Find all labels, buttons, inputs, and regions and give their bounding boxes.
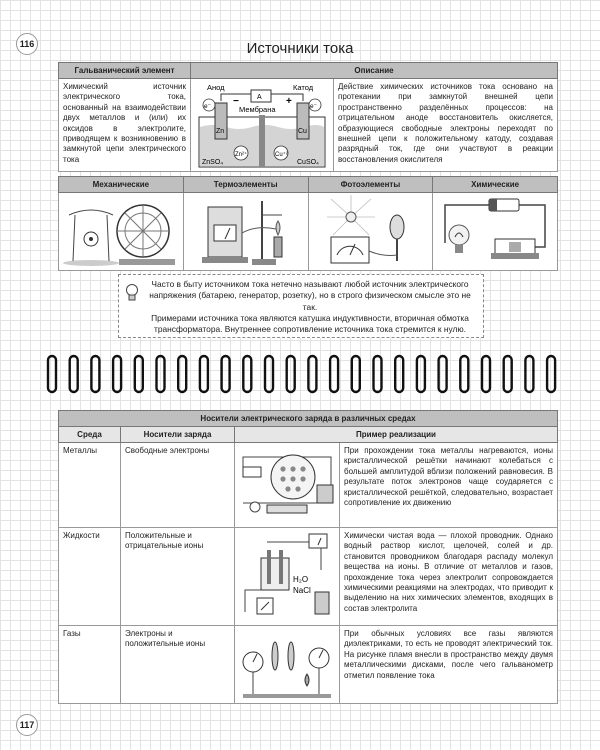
spiral-ring: [374, 356, 382, 392]
example-header: Пример реализации: [235, 427, 558, 443]
spiral-ring: [504, 356, 512, 392]
page-number-bottom: 117: [16, 714, 38, 736]
spiral-binding: [40, 352, 560, 398]
znso4-label: ZnSO₄: [202, 159, 224, 166]
galvanic-description: Действие химических источников тока основано на протекании при замкнутой внешней цепи пространственно разделённых процессов: на отрицательном аноде восстановитель окисляется, образующиеся свободные электроны переходят по внешней цепи к положительному катоду, создавая разрядный ток, где они участвуют в реакции восстановления окислителя: [334, 79, 558, 172]
galvanic-definition: Химический источник электрического тока, основанный на взаимодействии двух металлов и (или) их оксидов в электролите, приводящем к возникновению в замкнутой цепи электрического тока: [59, 79, 191, 172]
spiral-ring: [287, 356, 295, 392]
electron-right: e⁻: [310, 103, 318, 110]
plus-sign: +: [286, 96, 292, 107]
mechanical-header: Механические: [59, 177, 184, 193]
charge-carriers-table: [58, 410, 558, 704]
spiral-ring: [460, 356, 468, 392]
chemical-image: [433, 193, 558, 271]
gases-illustration: [235, 626, 340, 704]
note-box: [118, 274, 484, 338]
spiral-ring: [352, 356, 360, 392]
page-number-top: 116: [16, 33, 38, 55]
table-row: [59, 626, 558, 704]
spiral-ring: [157, 356, 165, 392]
description-header: Описание: [191, 63, 558, 79]
spiral-ring: [113, 356, 121, 392]
medium-gases: Газы: [59, 626, 121, 704]
spiral-ring: [330, 356, 338, 392]
galvanic-header: Гальванический элемент: [59, 63, 191, 79]
zn-ion-label: Zn²⁺: [235, 152, 248, 158]
spiral-ring: [439, 356, 447, 392]
h2o-label: H₂O: [293, 575, 309, 584]
nacl-label: NaCl: [293, 586, 311, 595]
spiral-ring: [525, 356, 533, 392]
chemical-header: Химические: [433, 177, 558, 193]
note-text-1: Часто в быту источником тока нетечно называют любой источник электрического напряжения (батарею, генератор, розетку), но в строго физическом смысле это не так.: [149, 279, 471, 312]
spiral-ring: [135, 356, 143, 392]
spiral-ring: [48, 356, 56, 392]
note-text-2: Примерами источника тока являются катушка индуктивности, вторичная обмотка трансформатора. Внутреннее сопротивление источника тока стремится к нулю.: [151, 313, 469, 335]
medium-liquids: Жидкости: [59, 528, 121, 626]
spiral-ring: [265, 356, 273, 392]
electron-left: e⁻: [204, 103, 212, 110]
spiral-ring: [482, 356, 490, 392]
spiral-ring: [395, 356, 403, 392]
gases-text: При обычных условиях все газы являются диэлектриками, то есть не проводят электрический ток. На рисунке пламя внесли в пространство между двумя металлическими дисками, после чего гальванометр отметил появление тока: [340, 626, 558, 704]
table-row: [59, 443, 558, 528]
spiral-ring: [547, 356, 555, 392]
carriers-liquids: Положительные и отрицательные ионы: [121, 528, 235, 626]
spiral-ring: [222, 356, 230, 392]
thermo-header: Термоэлементы: [183, 177, 308, 193]
mechanical-image: [59, 193, 184, 271]
photoelement-image: [308, 193, 433, 271]
spiral-ring: [91, 356, 99, 392]
cathode-label: Катод: [293, 83, 314, 92]
cu-electrode-label: Cu: [298, 128, 307, 135]
carriers-header: Носители заряда: [121, 427, 235, 443]
spiral-ring: [178, 356, 186, 392]
spiral-ring: [417, 356, 425, 392]
ammeter-label: A: [257, 94, 262, 101]
cuso4-label: CuSO₄: [297, 159, 319, 166]
spiral-ring: [308, 356, 316, 392]
liquids-text: Химически чистая вода — плохой проводник. Однако водный раствор кислот, щелочей, солей и др. становится проводником благодаря распаду молекул вещества на ионы. В отличие от металлов и газов, прохождение тока через электролит сопровождается химическими реакциями на электродах, что приводит к выделению на них химических элементов, входящих в состав электролита: [340, 528, 558, 626]
carriers-gases: Электроны и положительные ионы: [121, 626, 235, 704]
zn-electrode-label: Zn: [216, 128, 225, 135]
medium-metals: Металлы: [59, 443, 121, 528]
thermoelement-image: [183, 193, 308, 271]
spiral-ring: [70, 356, 78, 392]
galvanic-cell-diagram: [191, 79, 334, 172]
cu-ion-label: Cu⁺²: [275, 152, 288, 158]
medium-header: Среда: [59, 427, 121, 443]
spiral-ring: [243, 356, 251, 392]
source-types-table: [58, 176, 558, 271]
minus-sign: −: [233, 96, 239, 107]
metals-text: При прохождении тока металлы нагреваются, ионы кристаллической решётки начинают колебаться с большей амплитудой вблизи положений равновесия. В результате поток электронов чаще соударяется с кристаллической решёткой, следовательно, возрастает сопротивление их движению: [340, 443, 558, 528]
page-title: Источники тока: [246, 40, 354, 57]
table-row: [59, 528, 558, 626]
lightbulb-icon: [125, 283, 139, 303]
metals-illustration: [235, 443, 340, 528]
galvanic-table: [58, 62, 558, 172]
spiral-ring: [200, 356, 208, 392]
liquids-illustration: [235, 528, 340, 626]
photo-header: Фотоэлементы: [308, 177, 433, 193]
anode-label: Анод: [207, 83, 225, 92]
membrane-label: Мембрана: [239, 105, 276, 114]
carriers-table-title: Носители электрического заряда в различных средах: [59, 411, 558, 427]
carriers-metals: Свободные электроны: [121, 443, 235, 528]
